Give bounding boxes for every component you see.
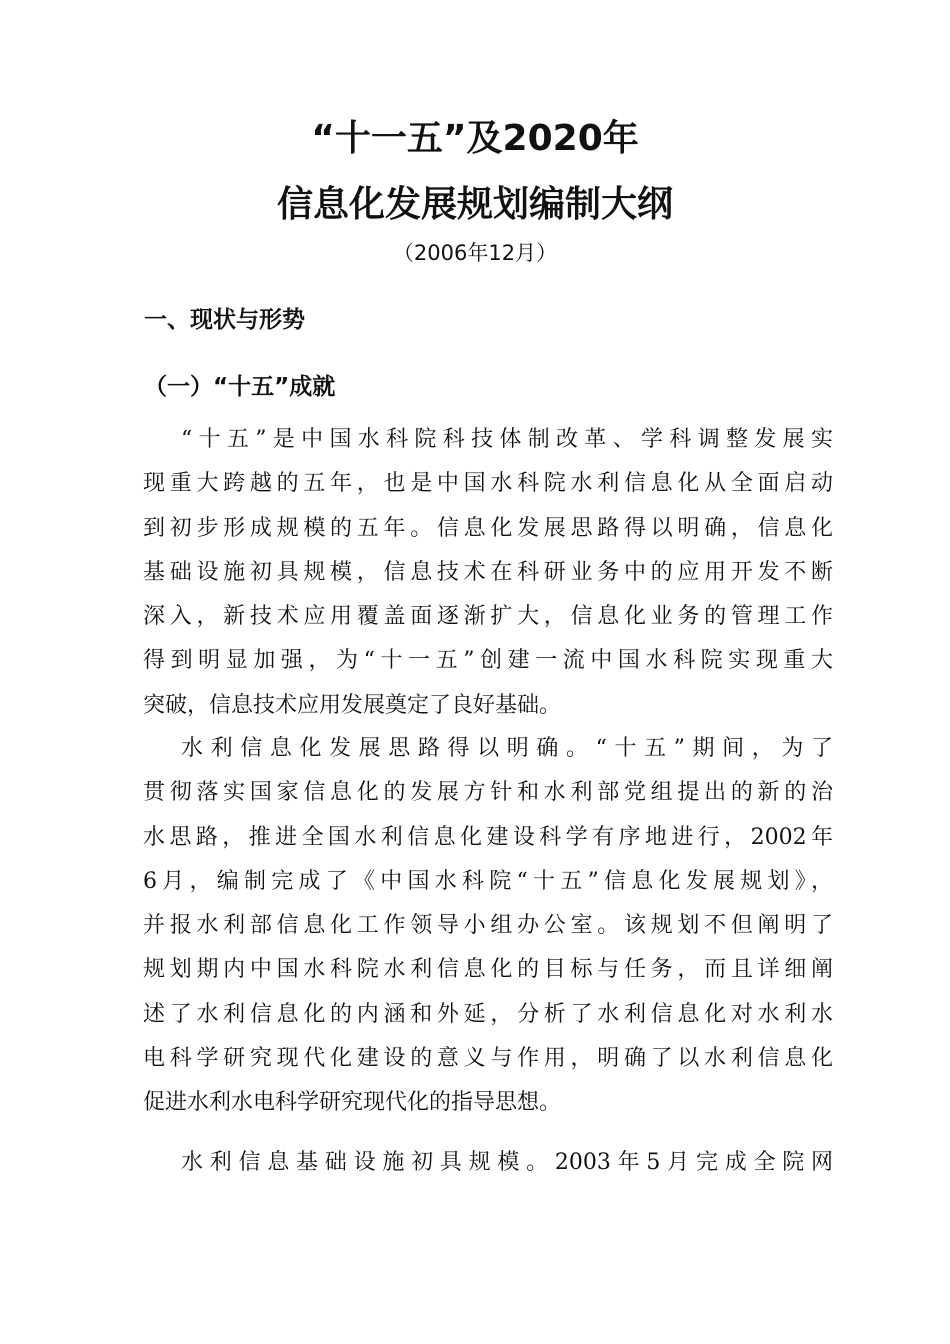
paragraph-line: 并报水利部信息化工作领导小组办公室。该规划不但阐明了 <box>143 913 833 939</box>
paragraph-line: 促进水利水电科学研究现代化的指导思想。 <box>143 1090 562 1116</box>
paragraph-line: 水利信息基础设施初具规模。2003年5月完成全院网 <box>181 1150 833 1175</box>
subsection-heading: （一）“十五”成就 <box>144 374 336 400</box>
paragraph-line: 到初步形成规模的五年。信息化发展思路得以明确，信息化 <box>143 515 833 541</box>
paragraph-line: 深入，新技术应用覆盖面逐渐扩大，信息化业务的管理工作 <box>143 604 833 630</box>
paragraph-line: “十五”是中国水科院科技体制改革、学科调整发展实 <box>181 427 833 452</box>
paragraph-line: 6月，编制完成了《中国水科院“十五”信息化发展规划》， <box>143 868 833 894</box>
paragraph-line: 贯彻落实国家信息化的发展方针和水利部党组提出的新的治 <box>143 780 833 806</box>
paragraph-line: 规划期内中国水科院水利信息化的目标与任务，而且详细阐 <box>143 957 833 983</box>
paragraph-line: 现重大跨越的五年，也是中国水科院水利信息化从全面启动 <box>143 471 833 497</box>
paragraph-line: 得到明显加强，为“十一五”创建一流中国水科院实现重大 <box>143 648 833 674</box>
document-date: （2006年12月） <box>392 241 558 265</box>
document-title-line-2: 信息化发展规划编制大纲 <box>276 184 673 225</box>
paragraph-3 <box>143 1141 833 1185</box>
paragraph-line: 电科学研究现代化建设的意义与作用，明确了以水利信息化 <box>143 1046 833 1072</box>
paragraph-line: 水利信息化发展思路得以明确。“十五”期间，为了 <box>181 736 833 761</box>
paragraph-line: 突破，信息技术应用发展奠定了良好基础。 <box>143 692 562 718</box>
paragraph-line: 水思路，推进全国水利信息化建设科学有序地进行，2002年 <box>143 824 833 850</box>
paragraph-1 <box>143 418 833 728</box>
paragraph-line: 基础设施初具规模，信息技术在科研业务中的应用开发不断 <box>143 559 833 585</box>
section-heading: 一、现状与形势 <box>144 307 305 333</box>
paragraph-line: 述了水利信息化的内涵和外延，分析了水利信息化对水利水 <box>143 1001 833 1027</box>
document-title-line-1: “十一五”及2020年 <box>311 118 639 159</box>
paragraph-2 <box>143 727 833 1126</box>
